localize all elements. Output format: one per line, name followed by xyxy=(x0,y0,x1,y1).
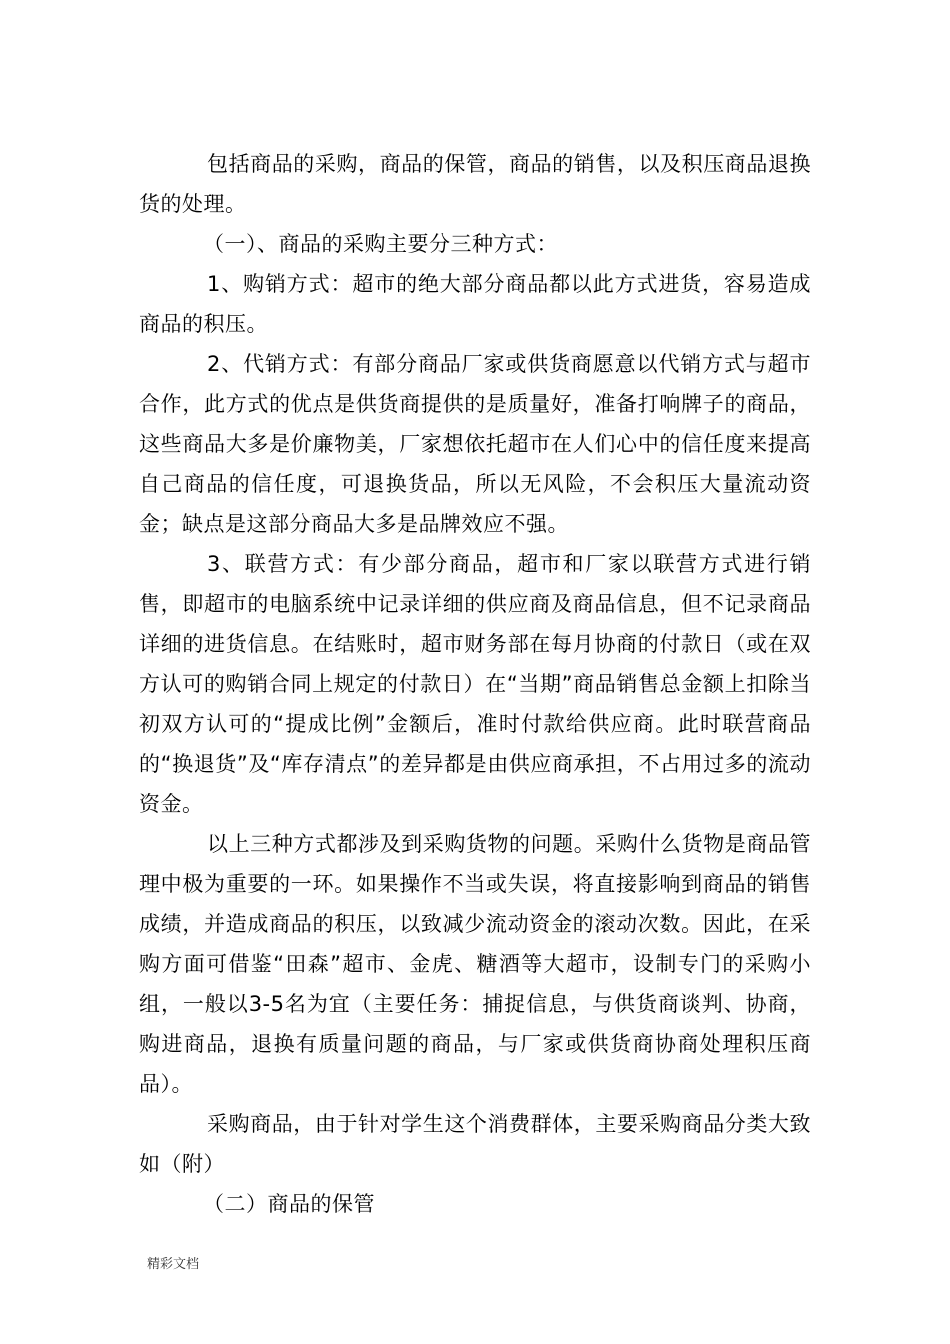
section-heading-purchasing: （一）、商品的采购主要分三种方式： xyxy=(203,232,558,256)
paragraph-procurement-issues: 以上三种方式都涉及到采购货物的问题。采购什么货物是商品管理中极为重要的一环。如果操作不当或失误，将直接影响到商品的销售成绩，并造成商品的积压，以致减少流动资金的滚动次数。因此，在采购方面可借鉴“田森”超市、金虎、糖酒等大超市，设制专门的采购小组，一般以3-5名为宜（主要任务：捕捉信息，与供货商谈判、协商，购进商品，退换有质量问题的商品，与厂家或供货商协商处理积压商品）。 xyxy=(139,832,811,1096)
document-body xyxy=(139,144,811,1224)
footer-watermark: 精彩文档 xyxy=(147,1257,200,1272)
paragraph-purchase-sale-mode: 1、购销方式：超市的绝大部分商品都以此方式进货，容易造成商品的积压。 xyxy=(139,272,811,336)
section-heading-storage: （二）商品的保管 xyxy=(203,1192,375,1216)
paragraph-consignment-mode: 2、代销方式：有部分商品厂家或供货商愿意以代销方式与超市合作，此方式的优点是供货商提供的是质量好，准备打响牌子的商品，这些商品大多是价廉物美，厂家想依托超市在人们心中的信任度来提高自己商品的信任度，可退换货品，所以无风险，不会积压大量流动资金；缺点是这部分商品大多是品牌效应不强。 xyxy=(139,352,811,536)
paragraph-joint-operation-mode: 3、联营方式：有少部分商品，超市和厂家以联营方式进行销售，即超市的电脑系统中记录详细的供应商及商品信息，但不记录商品详细的进货信息。在结账时，超市财务部在每月协商的付款日（或在双方认可的购销合同上规定的付款日）在“当期”商品销售总金额上扣除当初双方认可的“提成比例”金额后，准时付款给供应商。此时联营商品的“换退货”及“库存清点”的差异都是由供应商承担，不占用过多的流动资金。 xyxy=(139,552,811,816)
paragraph-product-categories: 采购商品，由于针对学生这个消费群体，主要采购商品分类大致如（附） xyxy=(139,1112,811,1176)
paragraph-intro: 包括商品的采购，商品的保管，商品的销售，以及积压商品退换货的处理。 xyxy=(139,152,811,216)
